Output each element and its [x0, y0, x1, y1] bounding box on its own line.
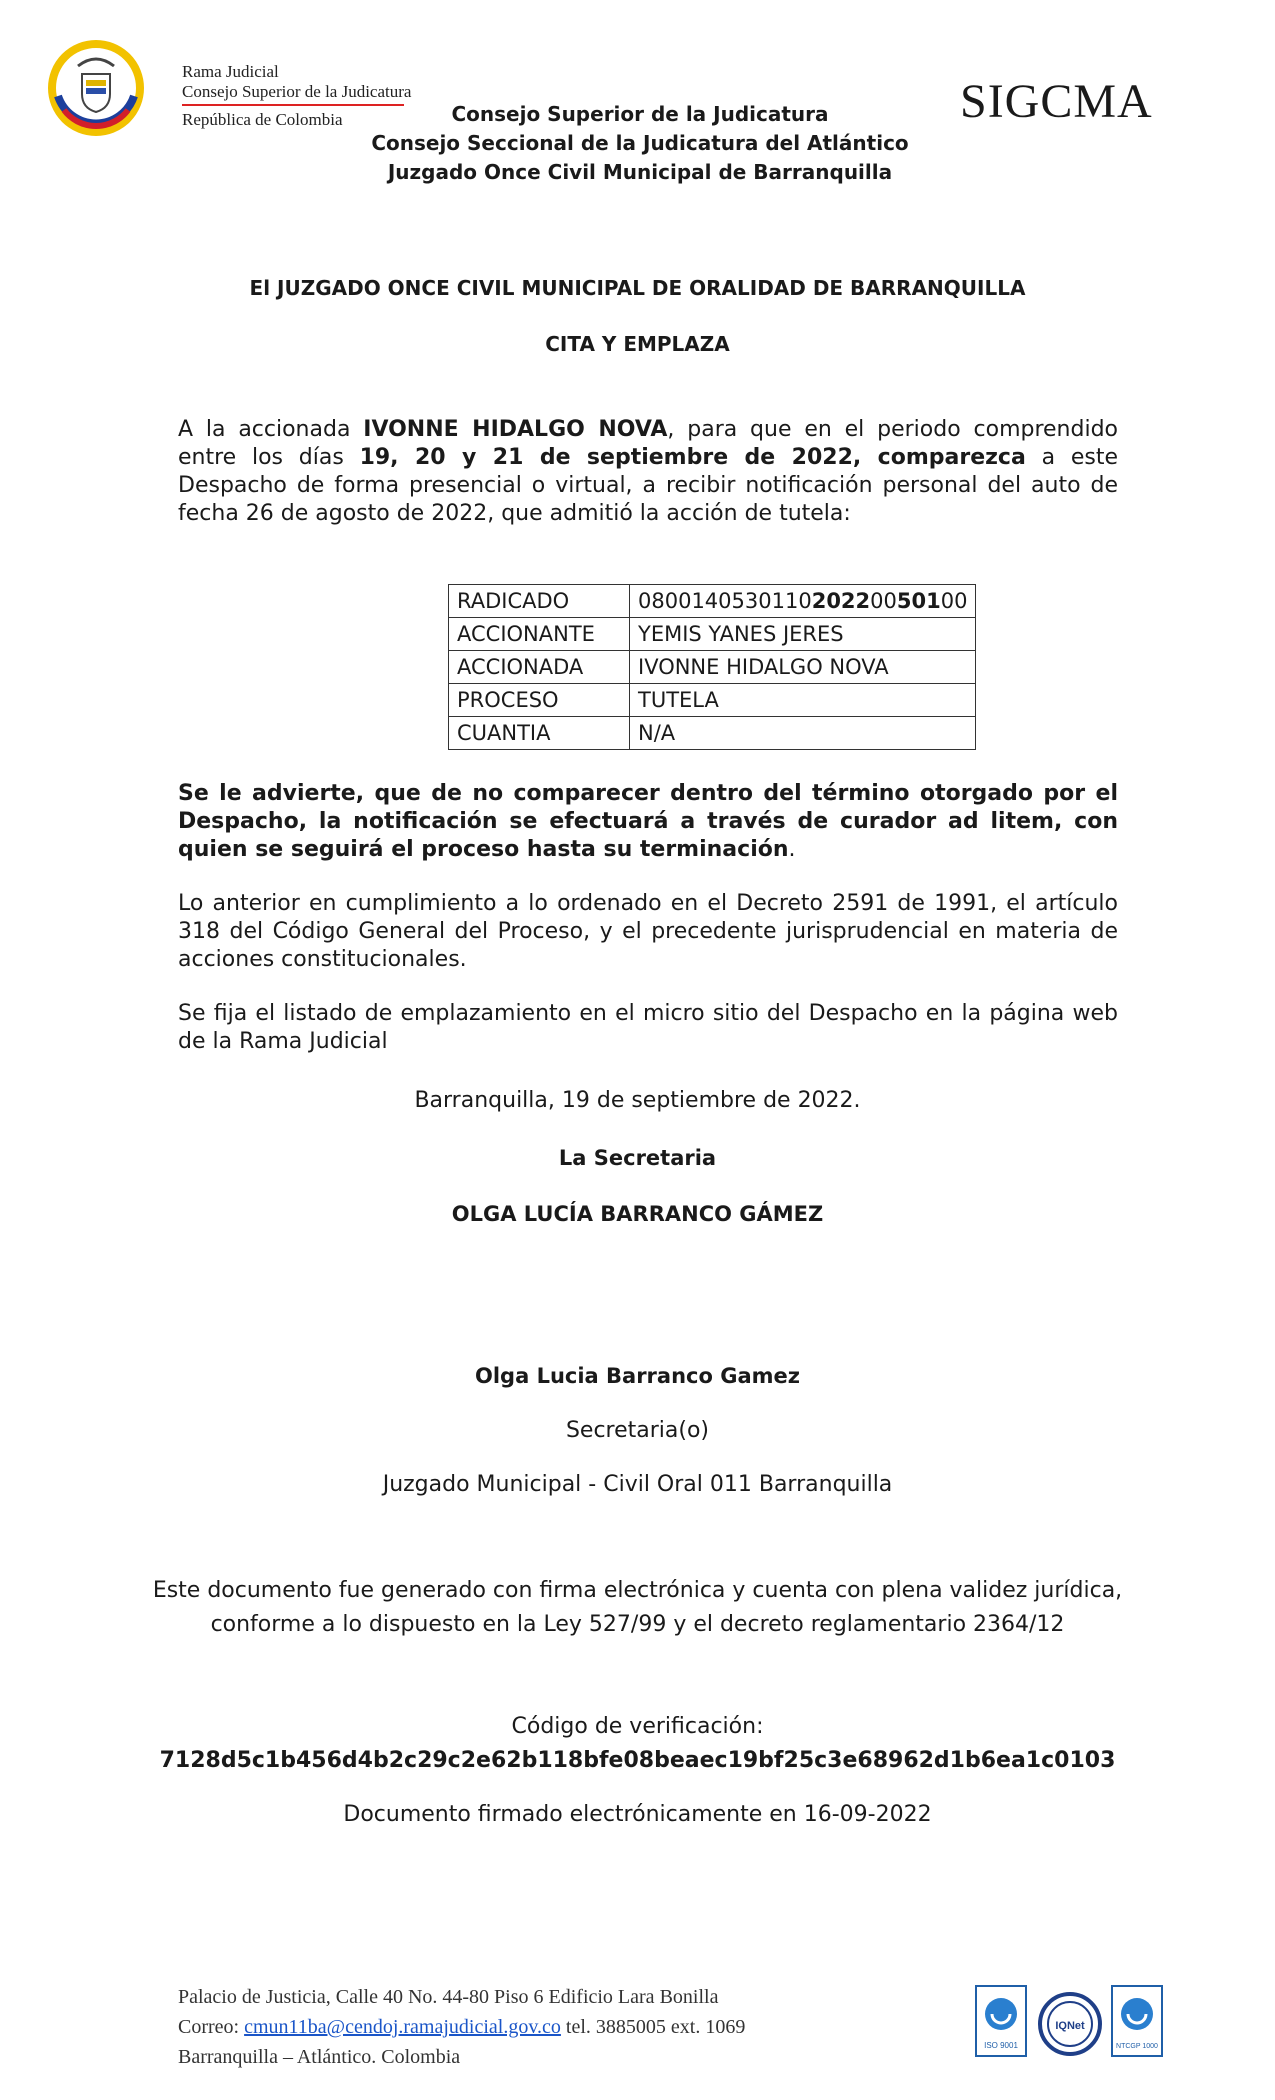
intro-text-3: a este Despacho de forma presencial o virtual, a recibir notificación personal del auto de fecha 26 de agosto de 2022, que admitió la acción de tutela: [178, 445, 1118, 526]
footer-line-3: Barranquilla – Atlántico. Colombia [178, 2046, 461, 2068]
legal-paragraph: Lo anterior en cumplimiento a lo ordenado en el Decreto 2591 de 1991, el artículo 318 del Código General del Proceso, y el precedente jurisprudencial en materia de acciones constitucionales. [178, 891, 1118, 972]
cert-label-ntcgp: NTCGP 1000 [1116, 2043, 1158, 2050]
warning-paragraph [178, 780, 1118, 864]
iqnet-icon [1040, 1994, 1100, 2054]
logo-line-1: Rama Judicial [182, 62, 279, 81]
intro-dates: 19, 20 y 21 de septiembre de 2022, comparezca [359, 445, 1026, 470]
signer-name: OLGA LUCÍA BARRANCO GÁMEZ [451, 1202, 824, 1226]
footer-line-2: Correo: cmun11ba@cendoj.ramajudicial.gov.co tel. 3885005 ext. 1069 [178, 2016, 746, 2038]
table-row [449, 684, 976, 717]
sigcma-label: SIGCMA [960, 75, 1153, 128]
table-value: IVONNE HIDALGO NOVA [630, 651, 976, 684]
date-place: Barranquilla, 19 de septiembre de 2022. [414, 1088, 861, 1113]
warning-text: Se le advierte, que de no comparecer dentro del término otorgado por el Despacho, la notificación se efectuará a través de curador ad litem, con quien se seguirá el proceso hasta su terminación [178, 781, 1118, 862]
radicado-value: 080014053011020220050100 [630, 585, 976, 618]
verification-label: Código de verificación: [511, 1714, 764, 1739]
signature-court: Juzgado Municipal - Civil Oral 011 Barranquilla [382, 1472, 893, 1497]
iso-certificate-icon [976, 1986, 1026, 2056]
footer-address [178, 1982, 745, 2072]
table-row [449, 717, 976, 750]
intro-text-1: A la accionada [178, 417, 364, 442]
table-row [449, 585, 976, 618]
table-row [449, 651, 976, 684]
coat-of-arms-icon [48, 40, 144, 136]
email-link[interactable]: cmun11ba@cendoj.ramajudicial.gov.co [244, 2016, 561, 2038]
header-line-2: Consejo Seccional de la Judicatura del Atlántico [371, 131, 909, 155]
cert-label-iso: ISO 9001 [984, 2041, 1018, 2050]
table-key: CUANTIA [449, 717, 630, 750]
logo-line-3: República de Colombia [182, 110, 343, 129]
verification-code: 7128d5c1b456d4b2c29c2e62b118bfe08beaec19bf25c3e68962d1b6ea1c0103 [159, 1748, 1116, 1773]
table-row [449, 618, 976, 651]
table-value: TUTELA [630, 684, 976, 717]
signature-role: Secretaria(o) [565, 1418, 710, 1443]
e-signature-line-1: Este documento fue generado con firma electrónica y cuenta con plena validez jurídica, [152, 1578, 1123, 1603]
signed-date: Documento firmado electrónicamente en 16-09-2022 [343, 1802, 932, 1827]
header-institution [330, 100, 950, 187]
footer-line-1: Palacio de Justicia, Calle 40 No. 44-80 Piso 6 Edificio Lara Bonilla [178, 1986, 719, 2008]
header-line-3: Juzgado Once Civil Municipal de Barranquilla [387, 160, 893, 184]
table-key: PROCESO [449, 684, 630, 717]
header-line-1: Consejo Superior de la Judicatura [451, 102, 829, 126]
ntcgp-certificate-icon [1112, 1986, 1162, 2056]
case-info-table [448, 584, 976, 750]
listing-paragraph: Se fija el listado de emplazamiento en el micro sitio del Despacho en la página web de la Rama Judicial [178, 1001, 1118, 1054]
table-key: RADICADO [449, 585, 630, 618]
intro-paragraph [178, 416, 1118, 528]
intro-defendant: IVONNE HIDALGO NOVA [363, 417, 668, 442]
logo-line-2: Consejo Superior de la Judicatura [182, 82, 412, 101]
table-key: ACCIONADA [449, 651, 630, 684]
document-subtitle: CITA Y EMPLAZA [545, 332, 730, 356]
e-signature-note [130, 1574, 1145, 1642]
certification-logos [972, 1980, 1172, 2080]
e-signature-line-2: conforme a lo dispuesto en la Ley 527/99 y el decreto reglamentario 2364/12 [210, 1612, 1065, 1637]
warning-period: . [788, 837, 796, 862]
certification-icons [972, 1980, 1172, 2080]
table-key: ACCIONANTE [449, 618, 630, 651]
table-value: YEMIS YANES JERES [630, 618, 976, 651]
document-title: El JUZGADO ONCE CIVIL MUNICIPAL DE ORALIDAD DE BARRANQUILLA [249, 276, 1026, 300]
table-value: N/A [630, 717, 976, 750]
intro-text-2: , para que en el periodo comprendido entre los días [178, 417, 1119, 470]
signer-role: La Secretaria [558, 1146, 717, 1170]
signature-name: Olga Lucia Barranco Gamez [475, 1364, 800, 1388]
cert-label-iqnet: IQNet [1055, 2020, 1085, 2032]
